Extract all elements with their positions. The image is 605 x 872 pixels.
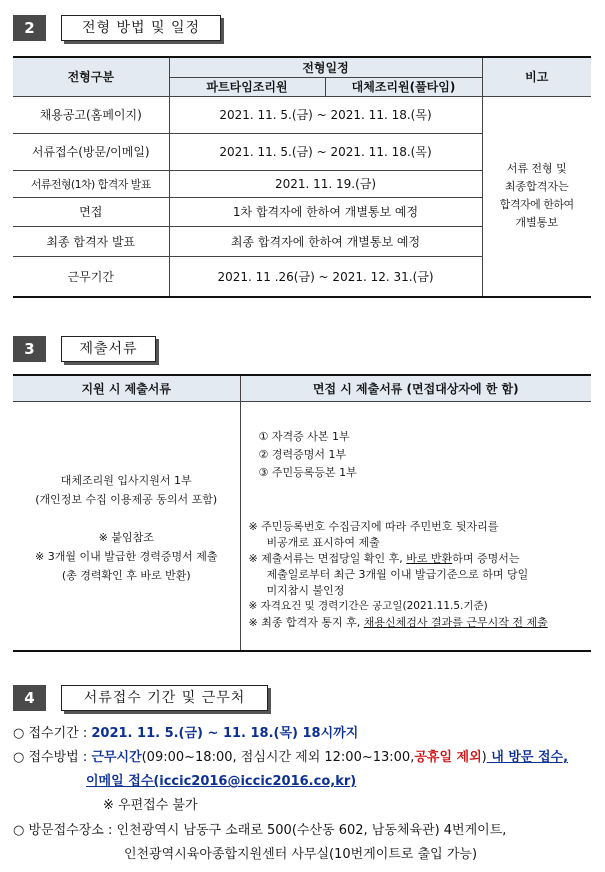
- place-line1: 인천광역시 남동구 소래로 500(수산동 602, 남동체육관) 4번게이트,: [116, 823, 507, 838]
- interview-docs-cell: [240, 401, 591, 651]
- row-label: 근무기간: [13, 256, 169, 297]
- header-category: 전형구분: [13, 57, 169, 96]
- note-text: ※ 최종 합격자 통지 후, 채용신체검사 결과를 근무시작 전 제출: [248, 615, 548, 629]
- period-value: 2021. 11. 5.(금) ~ 11. 18.(목) 18시까지: [91, 726, 359, 741]
- documents-table: [13, 374, 591, 652]
- method-holiday: 공휴일 제외: [414, 750, 482, 765]
- period-label: ○ 접수기간 :: [13, 726, 88, 741]
- note-line: 합격자에 한하여: [499, 198, 574, 212]
- row-label: 서류전형(1차) 합격자 발표: [13, 170, 169, 197]
- header-note: 비고: [482, 57, 591, 96]
- row-value: 2021. 11. 5.(금) ~ 2021. 11. 18.(목): [169, 96, 482, 133]
- method-visit: 내 방문 접수,: [486, 750, 569, 765]
- method-email-link[interactable]: 이메일 접수(iccic2016@iccic2016.co,kr): [86, 774, 357, 789]
- period-row: [13, 722, 358, 741]
- note-cell: [482, 96, 591, 297]
- note-line: 서류 전형 및: [506, 162, 567, 176]
- section3-title: 제출서류: [61, 336, 156, 362]
- section2-title: 전형 방법 및 일정: [61, 15, 221, 41]
- apply-doc-line: ※ 3개월 이내 발급한 경력증명서 제출: [35, 549, 218, 563]
- apply-doc-line: (총 경력확인 후 바로 반환): [61, 568, 191, 582]
- note-line: 개별통보: [515, 216, 558, 230]
- apply-docs-cell: [13, 401, 240, 651]
- section3-number: 3: [13, 336, 46, 362]
- row-value: 1차 합격자에 한하여 개별통보 예정: [169, 197, 482, 226]
- header-parttime: 파트타임조리원: [169, 77, 325, 96]
- header-apply-docs: 지원 시 제출서류: [13, 375, 240, 401]
- return-underline: 바로 반환: [406, 551, 453, 565]
- interview-doc-item: ③ 주민등록등본 1부: [258, 465, 357, 479]
- place-label: ○ 방문접수장소 :: [13, 823, 113, 838]
- row-value: 2021. 11. 19.(금): [169, 170, 482, 197]
- header-schedule: 전형일정: [169, 57, 482, 77]
- header-fulltime: 대체조리원(풀타임): [325, 77, 482, 96]
- apply-doc-line: ※ 붙임참조: [98, 530, 154, 544]
- method-hours: (09:00~18:00, 점심시간 제외 12:00~13:00,: [141, 750, 415, 765]
- method-work: 근무시간: [91, 750, 142, 765]
- note-text: ※ 자격요건 및 경력기간은 공고일(2021.11.5.기준): [248, 599, 488, 612]
- method-close: ): [481, 750, 487, 765]
- note-text: ※ 주민등록번호 수집금지에 따라 주민번호 뒷자리를: [248, 519, 499, 533]
- row-label: 서류접수(방문/이메일): [13, 133, 169, 170]
- interview-doc-item: ② 경력증명서 1부: [258, 447, 347, 461]
- place-row: [13, 819, 506, 838]
- method-row: [13, 746, 568, 765]
- row-value: 2021. 11 .26(금) ~ 2021. 12. 31.(금): [169, 256, 482, 297]
- section4-number: 4: [13, 685, 46, 711]
- note-text: ※ 제출서류는 면접당일 확인 후, 바로 반환하며 증명서는: [248, 551, 520, 565]
- health-check-underline: 채용신체검사 결과를 근무시작 전 제출: [363, 615, 548, 629]
- note-text: 비공개로 표시하여 제출: [266, 535, 380, 549]
- note-text: 제출일로부터 최근 3개월 이내 발급기준으로 하며 당일: [266, 567, 529, 581]
- note-line: 최종합격자는: [504, 180, 569, 194]
- row-label: 최종 합격자 발표: [13, 226, 169, 256]
- section2-number: 2: [13, 15, 46, 41]
- method-label: ○ 접수방법 :: [13, 750, 88, 765]
- place-line2: 인천광역시육아종합지원센터 사무실(10번게이트로 출입 가능): [124, 847, 478, 862]
- note-text: 미지참시 불인정: [266, 583, 345, 597]
- apply-doc-line: (개인정보 수집 이용제공 동의서 포함): [35, 492, 218, 506]
- row-label: 면접: [13, 197, 169, 226]
- row-label: 채용공고(홈페이지): [13, 96, 169, 133]
- interview-doc-item: ① 자격증 사본 1부: [258, 429, 350, 443]
- row-value: 2021. 11. 5.(금) ~ 2021. 11. 18.(목): [169, 133, 482, 170]
- header-interview-docs: 면접 시 제출서류 (면접대상자에 한 함): [240, 375, 591, 401]
- schedule-table: [13, 56, 591, 298]
- section4-title: 서류접수 기간 및 근무처: [61, 685, 268, 711]
- row-value: 최종 합격자에 한하여 개별통보 예정: [169, 226, 482, 256]
- apply-doc-line: 대체조리원 입사지원서 1부: [60, 473, 192, 487]
- method-note: ※ 우편접수 불가: [103, 798, 198, 813]
